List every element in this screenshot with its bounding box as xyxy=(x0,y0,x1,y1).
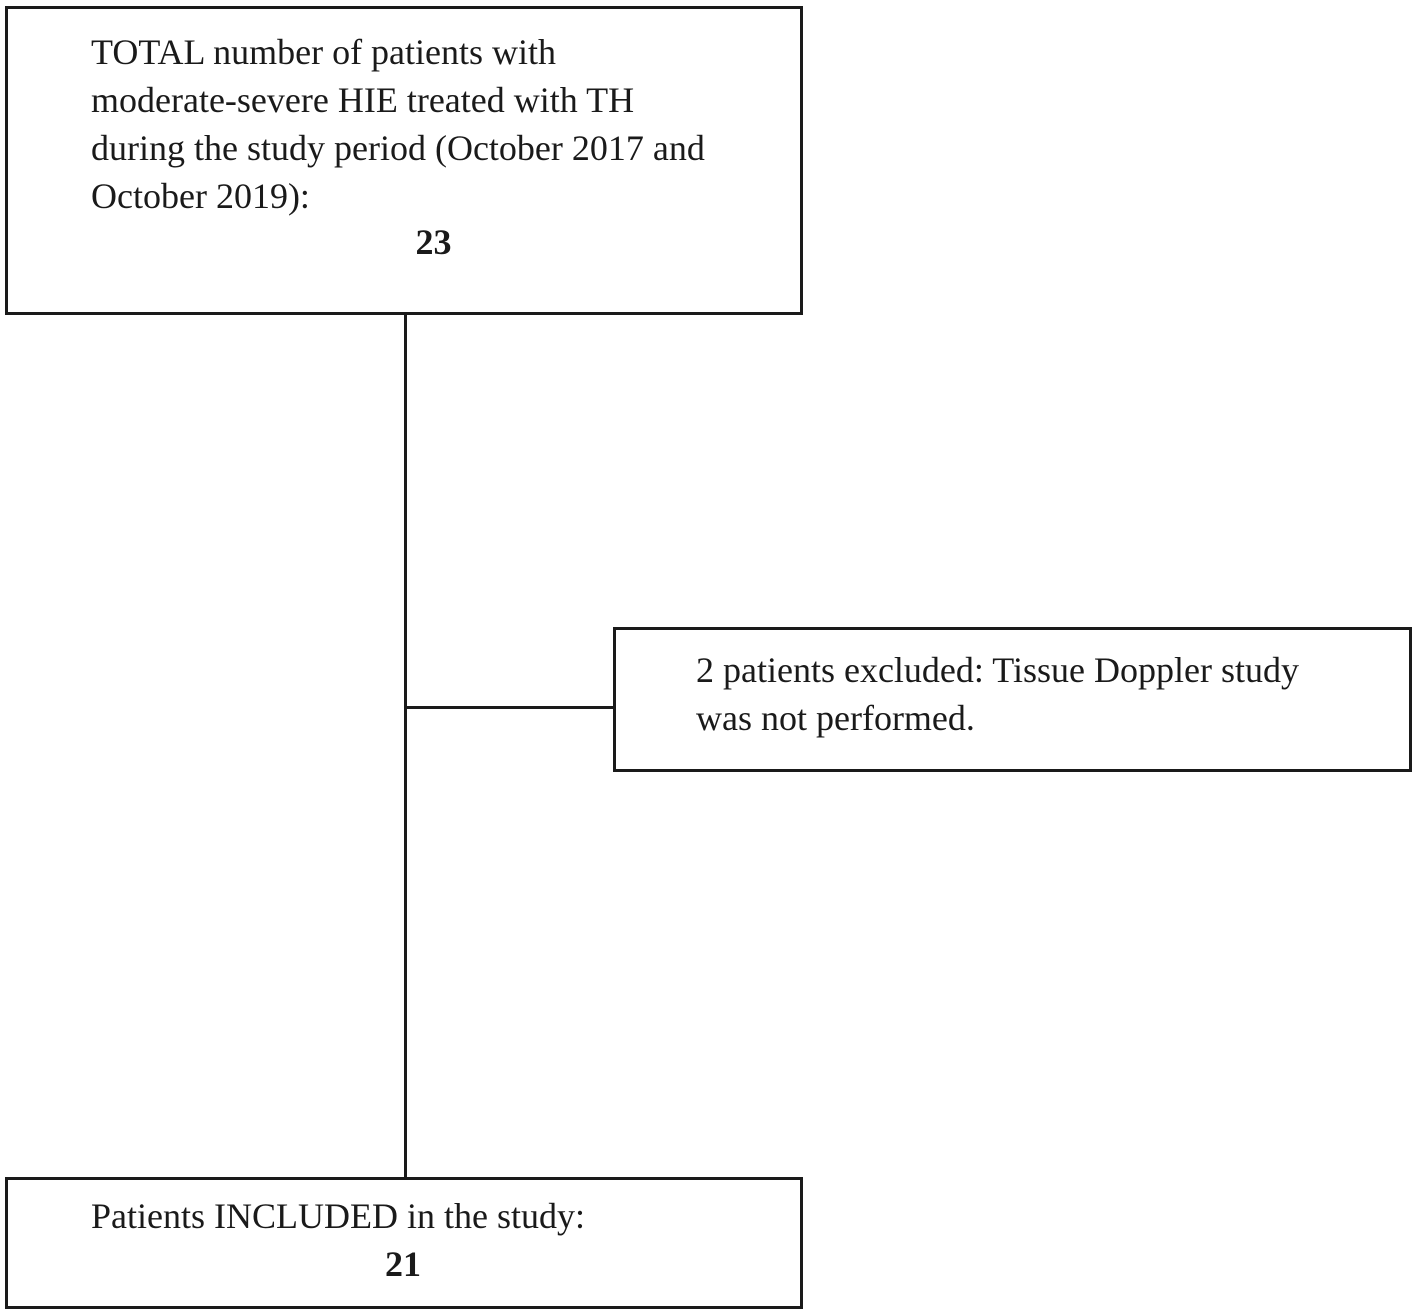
included-patients-count: 21 xyxy=(385,1244,421,1284)
excluded-patients-description xyxy=(696,646,1299,742)
excluded-patients-box xyxy=(613,627,1412,772)
total-line-1: TOTAL number of patients with xyxy=(91,32,557,72)
total-patients-box xyxy=(5,6,803,315)
total-line-2: moderate-severe HIE treated with TH xyxy=(91,80,635,120)
main-connector-line xyxy=(404,314,407,1178)
excluded-line-1: 2 patients excluded: Tissue Doppler study xyxy=(696,650,1299,690)
included-patients-box xyxy=(5,1177,803,1309)
total-line-4: October 2019): xyxy=(91,176,310,216)
excluded-line-2: was not performed. xyxy=(696,698,975,738)
exclusion-branch-line xyxy=(404,706,614,709)
included-patients-label: Patients INCLUDED in the study: xyxy=(91,1196,585,1236)
total-line-3: during the study period (October 2017 and xyxy=(91,128,705,168)
total-patients-count: 23 xyxy=(415,222,452,262)
total-patients-description xyxy=(91,28,705,220)
